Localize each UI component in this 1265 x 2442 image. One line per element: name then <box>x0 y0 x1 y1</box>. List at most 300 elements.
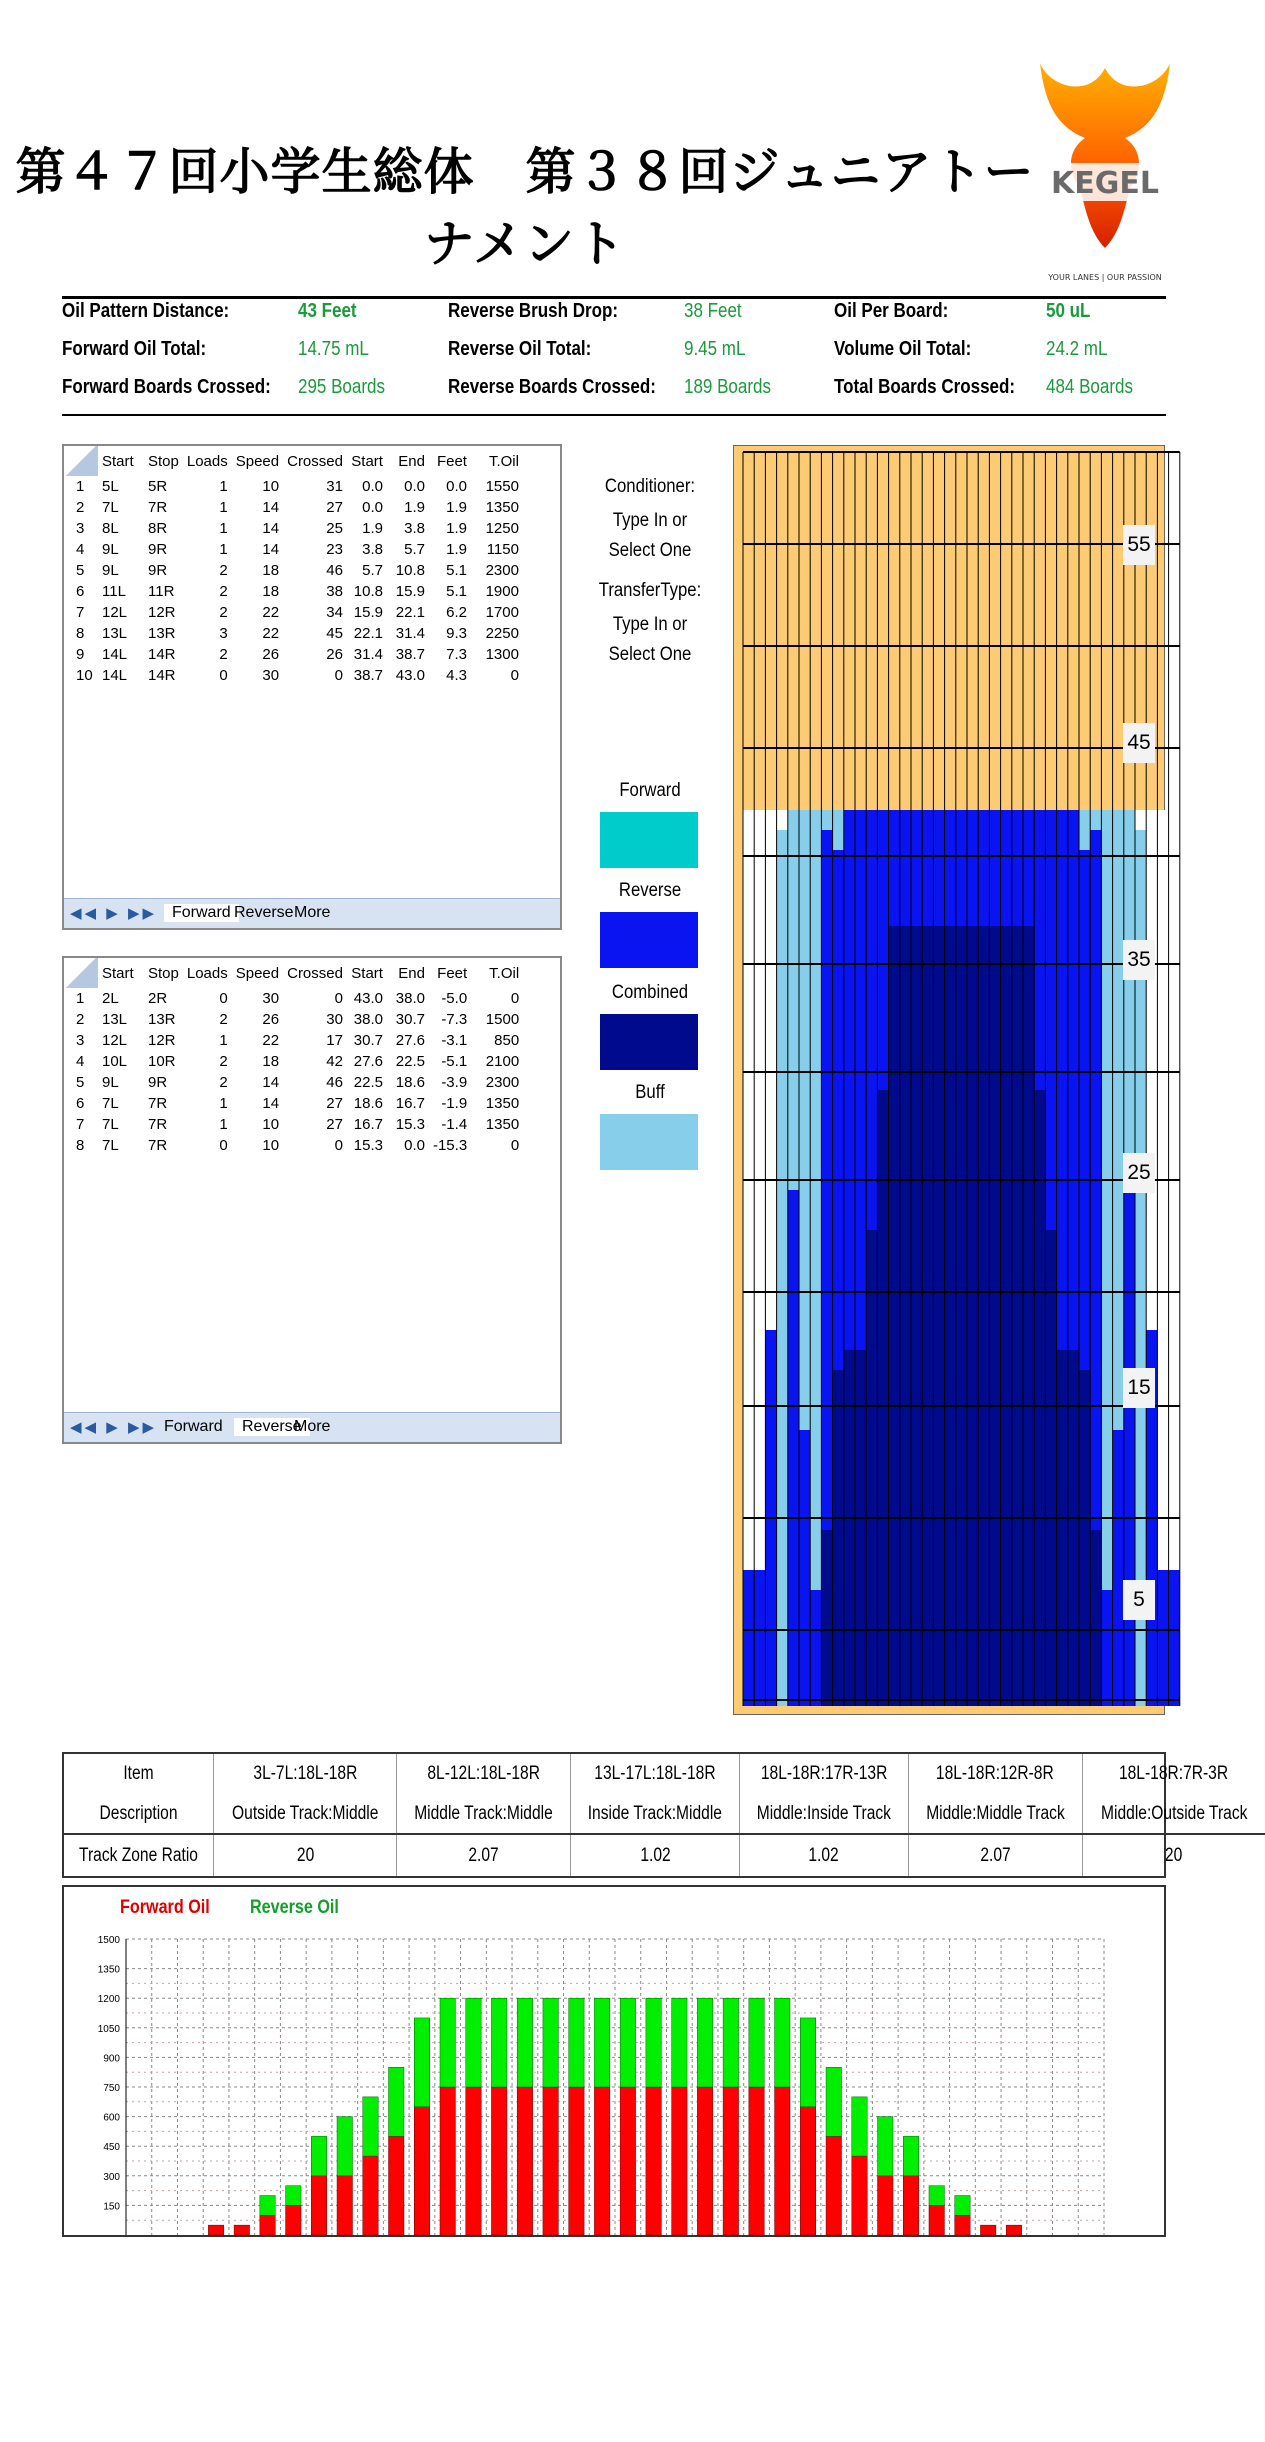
lane-oil-segment <box>900 810 911 926</box>
tab-reverse[interactable]: Reverse <box>234 904 294 921</box>
table-cell[interactable]: 2100 <box>485 1053 520 1070</box>
table-cell[interactable]: -3.1 <box>441 1032 468 1049</box>
lane-oil-segment <box>833 1370 844 1706</box>
forward-oil-bar <box>800 2107 815 2235</box>
lane-oil-segment <box>989 926 1000 1706</box>
table-cell[interactable]: 31.4 <box>353 646 383 663</box>
table-cell[interactable]: 0 <box>510 990 520 1007</box>
table-cell[interactable]: 46 <box>326 562 343 579</box>
forward-oil-bar <box>466 2087 481 2235</box>
table-cell[interactable]: 16.7 <box>395 1095 425 1112</box>
reverse-oil-bar <box>286 2186 301 2206</box>
table-row[interactable] <box>64 518 523 539</box>
table-cell[interactable]: 38.7 <box>353 667 383 684</box>
table-cell[interactable]: 1 <box>219 1095 228 1112</box>
chart-y-tick: 300 <box>103 2171 120 2183</box>
table-cell[interactable]: 27 <box>326 1116 343 1133</box>
sheet-tabs <box>64 1412 560 1442</box>
table-cell[interactable]: -1.4 <box>441 1116 468 1133</box>
table-cell[interactable]: 1.9 <box>446 520 467 537</box>
legend-buff-label: Buff <box>635 1082 665 1103</box>
table-cell[interactable]: 1.9 <box>446 541 467 558</box>
table-cell[interactable]: 18.6 <box>395 1074 425 1091</box>
table-cell[interactable]: 22.5 <box>353 1074 383 1091</box>
chart-y-tick: 1350 <box>97 1964 120 1976</box>
table-row[interactable] <box>64 1030 523 1051</box>
table-cell[interactable]: 26 <box>326 646 343 663</box>
table-cell[interactable]: 45 <box>326 625 343 642</box>
table-cell[interactable]: 1350 <box>485 1095 520 1112</box>
sheet-nav-icon[interactable]: ◀◀ ▶ ▶▶ <box>70 1419 158 1436</box>
lane-oil-segment <box>1124 1190 1135 1706</box>
table-cell[interactable]: 7R <box>148 499 168 516</box>
lane-oil-segment <box>978 926 989 1706</box>
table-cell[interactable]: 11R <box>148 583 175 600</box>
table-cell[interactable]: 5.7 <box>404 541 425 558</box>
table-cell[interactable]: 9R <box>148 562 168 579</box>
lane-oil-segment <box>967 926 978 1706</box>
table-cell[interactable]: 0 <box>510 1137 520 1154</box>
table-cell[interactable]: 2 <box>219 583 228 600</box>
column-header[interactable]: Feet <box>436 452 467 470</box>
table-cell[interactable]: 1 <box>219 1116 228 1133</box>
legend-reverse-label: Reverse <box>618 880 682 901</box>
info-label: Reverse Oil Total: <box>448 338 592 360</box>
zone-item: 18L-18R:7R-3R <box>1082 1754 1265 1794</box>
table-cell[interactable]: 22.1 <box>395 604 425 621</box>
column-header[interactable]: Start <box>102 452 134 470</box>
table-cell[interactable]: 27 <box>326 499 343 516</box>
reverse-oil-bar <box>311 2136 326 2175</box>
column-header[interactable]: Loads <box>186 964 228 982</box>
table-cell[interactable]: 12L <box>102 604 128 621</box>
table-cell[interactable]: 1150 <box>486 541 519 558</box>
table-cell[interactable]: 6.2 <box>446 604 467 621</box>
table-cell[interactable]: 3 <box>219 625 228 642</box>
table-cell[interactable]: 14 <box>262 499 280 516</box>
column-header[interactable]: Stop <box>148 452 179 470</box>
table-row[interactable] <box>64 539 523 560</box>
reverse-oil-bar <box>620 1998 635 2087</box>
table-cell[interactable]: 1550 <box>485 478 519 495</box>
table-cell[interactable]: 2 <box>219 646 228 663</box>
column-header[interactable]: Stop <box>148 964 179 982</box>
lane-oil-segment <box>1057 1350 1068 1706</box>
forward-oil-bar <box>234 2225 249 2235</box>
table-cell[interactable]: 22.5 <box>395 1053 425 1070</box>
chart-y-tick: 900 <box>103 2053 120 2065</box>
forward-oil-bar <box>208 2225 223 2235</box>
zone-ratio: 1.02 <box>740 1834 909 1876</box>
column-header[interactable]: Loads <box>186 452 228 470</box>
lane-distance-marker: 15 <box>1123 1368 1155 1408</box>
table-cell[interactable]: 38 <box>326 583 343 600</box>
table-cell[interactable]: -1.9 <box>441 1095 468 1112</box>
table-cell[interactable]: 30 <box>326 1011 343 1028</box>
reverse-oil-bar <box>440 1998 455 2087</box>
table-cell[interactable]: 7L <box>102 1137 119 1154</box>
table-cell[interactable]: -7.3 <box>441 1011 468 1028</box>
table-cell[interactable]: 7L <box>102 1116 119 1133</box>
table-row[interactable] <box>64 1135 523 1156</box>
table-cell[interactable]: 14 <box>262 1074 280 1091</box>
table-cell[interactable]: 10 <box>262 1116 280 1133</box>
table-cell[interactable]: 15.9 <box>395 583 425 600</box>
table-cell[interactable]: 38.7 <box>395 646 425 663</box>
table-cell[interactable]: 1 <box>219 520 228 537</box>
table-row[interactable] <box>64 1114 523 1135</box>
lane-oil-segment <box>743 1570 754 1706</box>
legend-combined-label: Combined <box>611 982 689 1003</box>
lane-oil-segment <box>945 810 956 926</box>
reverse-oil-bar <box>775 1998 790 2087</box>
table-cell[interactable]: 30.7 <box>395 1011 425 1028</box>
table-cell[interactable]: 0.0 <box>404 1137 425 1154</box>
table-cell[interactable]: 27 <box>326 1095 343 1112</box>
zone-item: 13L-17L:18L-18R <box>571 1754 740 1794</box>
lane-oil-segment <box>1090 810 1101 830</box>
column-header[interactable]: Start <box>351 452 383 470</box>
table-cell[interactable]: 7L <box>102 499 119 516</box>
table-cell[interactable]: 1900 <box>485 583 519 600</box>
column-header[interactable]: T.Oil <box>488 452 519 470</box>
table-cell[interactable]: 26 <box>262 646 280 663</box>
table-cell[interactable]: 13L <box>102 1011 128 1028</box>
table-cell[interactable]: 10L <box>102 1053 128 1070</box>
table-cell[interactable]: 7R <box>148 1137 168 1154</box>
table-cell[interactable]: 5.1 <box>446 583 467 600</box>
lane-oil-segment <box>1012 926 1023 1706</box>
column-header[interactable]: Start <box>102 964 134 982</box>
grid-corner[interactable] <box>64 446 98 476</box>
table-cell[interactable]: 9R <box>148 541 168 558</box>
kegel-logo <box>1030 58 1180 288</box>
table-cell[interactable]: 12R <box>148 604 176 621</box>
reverse-oil-bar <box>672 1998 687 2087</box>
table-row[interactable] <box>64 476 523 497</box>
table-cell[interactable]: 14R <box>148 646 176 663</box>
table-cell[interactable]: 2300 <box>485 562 519 579</box>
table-cell[interactable]: 4.3 <box>446 667 467 684</box>
lane-oil-segment <box>866 810 877 1230</box>
table-cell[interactable]: 13L <box>102 625 128 642</box>
table-cell[interactable]: 13R <box>148 625 176 642</box>
table-cell[interactable]: 2 <box>219 1053 228 1070</box>
forward-oil-bar <box>517 2087 532 2235</box>
table-cell[interactable]: 25 <box>326 520 343 537</box>
table-cell[interactable]: 0 <box>334 667 343 684</box>
table-row[interactable] <box>64 1009 523 1030</box>
table-cell[interactable]: 43.0 <box>395 667 425 684</box>
forward-oil-bar <box>491 2087 506 2235</box>
lane-oil-segment <box>1023 810 1034 926</box>
lane-oil-segment <box>956 810 967 926</box>
table-cell[interactable]: 38.0 <box>395 990 425 1007</box>
forward-oil-bar <box>363 2156 378 2235</box>
table-cell[interactable]: 12R <box>148 1032 176 1049</box>
table-cell[interactable]: 7.3 <box>446 646 467 663</box>
table-cell[interactable]: 14 <box>262 1095 280 1112</box>
table-cell[interactable]: 17 <box>326 1032 343 1049</box>
forward-oil-bar <box>826 2136 841 2235</box>
column-header[interactable]: Speed <box>235 452 280 470</box>
info-value: 43 Feet <box>298 300 357 322</box>
table-cell[interactable]: 2300 <box>485 1074 520 1091</box>
table-cell[interactable]: -3.9 <box>441 1074 468 1091</box>
table-row[interactable] <box>64 560 523 581</box>
table-cell[interactable]: 10.8 <box>395 562 425 579</box>
lane-oil-segment <box>900 926 911 1706</box>
page-title: 第４７回小学生総体 第３８回ジュニアトーナメント <box>15 143 1035 273</box>
table-cell[interactable]: 18 <box>262 1053 280 1070</box>
forward-oil-bar <box>749 2087 764 2235</box>
table-cell[interactable]: 2 <box>219 1011 228 1028</box>
column-header[interactable]: Start <box>351 964 383 982</box>
column-header[interactable]: Feet <box>437 964 468 982</box>
table-cell[interactable]: 1.9 <box>446 499 467 516</box>
zone-desc: Middle:Outside Track <box>1082 1794 1265 1834</box>
table-cell[interactable]: 2R <box>148 990 168 1007</box>
lane-oil-segment <box>754 1570 765 1706</box>
tab-forward[interactable]: Forward <box>164 1418 223 1435</box>
table-cell[interactable]: 1 <box>219 499 228 516</box>
table-cell[interactable]: 1250 <box>485 520 519 537</box>
table-cell[interactable]: 0 <box>219 1137 228 1154</box>
table-cell[interactable]: 2 <box>219 562 228 579</box>
column-header[interactable]: T.Oil <box>489 964 520 982</box>
forward-oil-bar <box>543 2087 558 2235</box>
table-row[interactable] <box>64 497 523 518</box>
table-row[interactable] <box>64 1072 523 1093</box>
lane-oil-segment <box>911 926 922 1706</box>
table-cell[interactable]: 5.1 <box>446 562 467 579</box>
lane-oil-segment <box>1090 1530 1101 1706</box>
table-cell[interactable]: 13R <box>148 1011 176 1028</box>
tab-reverse[interactable]: Reverse <box>234 1418 310 1436</box>
table-row[interactable] <box>64 581 523 602</box>
table-cell[interactable]: 5.7 <box>362 562 383 579</box>
zone-desc: Middle Track:Middle <box>397 1794 571 1834</box>
table-cell[interactable]: 8R <box>148 520 168 537</box>
lane-oil-segment <box>810 1590 821 1706</box>
table-cell[interactable]: 15.3 <box>395 1116 425 1133</box>
table-cell[interactable]: 7R <box>148 1095 168 1112</box>
table-cell[interactable]: 0 <box>219 990 228 1007</box>
table-cell[interactable]: 1.9 <box>362 520 383 537</box>
table-cell[interactable]: 2250 <box>485 625 519 642</box>
table-cell[interactable]: 2 <box>219 604 228 621</box>
tab-forward[interactable]: Forward <box>164 904 239 922</box>
table-cell[interactable]: 1.9 <box>404 499 425 516</box>
table-cell[interactable]: 9L <box>102 562 119 579</box>
logo-text: KEGEL <box>1051 166 1159 201</box>
reverse-oil-bar <box>517 1998 532 2087</box>
legend-forward-swatch <box>600 812 698 868</box>
row-number: 8 <box>76 625 85 642</box>
table-cell[interactable]: 46 <box>326 1074 343 1091</box>
chart-y-tick: 150 <box>103 2201 120 2213</box>
forward-oil-bar <box>620 2087 635 2235</box>
table-cell[interactable]: 14L <box>102 646 128 663</box>
row-number: 7 <box>76 604 85 621</box>
table-cell[interactable]: 18 <box>262 583 280 600</box>
table-cell[interactable]: 7R <box>148 1116 168 1133</box>
table-cell[interactable]: 0.0 <box>404 478 425 495</box>
lane-oil-segment <box>889 810 900 926</box>
table-row[interactable] <box>64 623 523 644</box>
table-cell[interactable]: 0.0 <box>446 478 467 495</box>
column-header[interactable]: Crossed <box>287 452 343 470</box>
lane-oil-segment <box>1045 810 1056 1230</box>
lane-oil-segment <box>1113 1430 1124 1706</box>
table-row[interactable] <box>64 1051 523 1072</box>
row-number: 5 <box>76 1074 85 1091</box>
table-cell[interactable]: 26 <box>262 1011 280 1028</box>
table-cell[interactable]: 10 <box>262 1137 280 1154</box>
table-row[interactable] <box>64 602 523 623</box>
table-cell[interactable]: 9R <box>148 1074 168 1091</box>
table-cell[interactable]: 18.6 <box>353 1095 383 1112</box>
table-cell[interactable]: 30.7 <box>353 1032 383 1049</box>
conditioner-select[interactable]: Type In or Select One <box>608 510 692 561</box>
table-cell[interactable]: 7L <box>102 1095 119 1112</box>
table-cell[interactable]: 18 <box>262 562 280 579</box>
table-cell[interactable]: 10.8 <box>353 583 383 600</box>
table-cell[interactable]: 850 <box>494 1032 520 1049</box>
tab-more[interactable]: More <box>294 1418 331 1435</box>
table-cell[interactable]: 1350 <box>485 1116 520 1133</box>
table-cell[interactable]: 0.0 <box>362 499 383 516</box>
table-cell[interactable]: 16.7 <box>353 1116 383 1133</box>
row-number: 4 <box>76 1053 85 1070</box>
legend-forward-label: Forward <box>619 780 681 801</box>
column-header[interactable]: End <box>398 964 425 982</box>
table-cell[interactable]: 15.9 <box>353 604 383 621</box>
table-cell[interactable]: 30 <box>262 990 280 1007</box>
reverse-oil-bar <box>723 1998 738 2087</box>
table-cell[interactable]: 1 <box>219 478 228 495</box>
table-cell[interactable]: 23 <box>326 541 343 558</box>
table-cell[interactable]: 31 <box>326 478 343 495</box>
table-cell[interactable]: 3.8 <box>404 520 425 537</box>
table-cell[interactable]: 1700 <box>485 604 519 621</box>
table-cell[interactable]: 2L <box>102 990 119 1007</box>
table-cell[interactable]: 12L <box>102 1032 128 1049</box>
table-cell[interactable]: 22 <box>262 625 280 642</box>
table-cell[interactable]: 22 <box>262 1032 280 1049</box>
table-cell[interactable]: 1500 <box>485 1011 520 1028</box>
tab-more[interactable]: More <box>294 904 331 921</box>
table-cell[interactable]: 14 <box>262 541 280 558</box>
sheet-nav-icon[interactable]: ◀◀ ▶ ▶▶ <box>70 905 158 922</box>
table-cell[interactable]: 22 <box>262 604 280 621</box>
table-cell[interactable]: -15.3 <box>432 1137 468 1154</box>
zone-ratio: 2.07 <box>908 1834 1082 1876</box>
table-cell[interactable]: 9L <box>102 1074 119 1091</box>
lane-distance-marker: 45 <box>1123 723 1155 763</box>
info-value: 50 uL <box>1046 300 1091 322</box>
forward-oil-bar <box>337 2176 352 2235</box>
table-cell[interactable]: 0 <box>334 1137 343 1154</box>
lane-oil-segment <box>1124 810 1135 1190</box>
table-cell[interactable]: 1300 <box>485 646 519 663</box>
table-cell[interactable]: 30 <box>262 667 280 684</box>
lane-oil-segment <box>877 1090 888 1706</box>
forward-oil-bar <box>878 2176 893 2235</box>
table-cell[interactable]: 14L <box>102 667 128 684</box>
info-label: Forward Boards Crossed: <box>62 376 271 398</box>
table-row[interactable] <box>64 988 523 1009</box>
table-cell[interactable]: 5L <box>102 478 119 495</box>
table-cell[interactable]: 9.3 <box>446 625 467 642</box>
lane-oil-segment <box>1157 1570 1168 1706</box>
table-row[interactable] <box>64 665 523 686</box>
table-cell[interactable]: 14 <box>262 520 280 537</box>
info-label: Volume Oil Total: <box>834 338 972 360</box>
column-header[interactable]: Speed <box>235 964 280 982</box>
row-number: 10 <box>76 667 93 684</box>
table-row[interactable] <box>64 1093 523 1114</box>
table-cell[interactable]: 34 <box>326 604 343 621</box>
table-cell[interactable]: 9L <box>102 541 119 558</box>
table-cell[interactable]: 0.0 <box>362 478 383 495</box>
table-cell[interactable]: 15.3 <box>353 1137 383 1154</box>
table-cell[interactable]: 0 <box>219 667 228 684</box>
table-cell[interactable]: 0 <box>334 990 343 1007</box>
table-cell[interactable]: -5.0 <box>441 990 468 1007</box>
table-cell[interactable]: 1350 <box>485 499 519 516</box>
table-cell[interactable]: 38.0 <box>353 1011 383 1028</box>
table-cell[interactable]: 10 <box>262 478 280 495</box>
table-cell[interactable]: 8L <box>102 520 119 537</box>
table-cell[interactable]: 27.6 <box>395 1032 425 1049</box>
column-header[interactable]: Crossed <box>287 964 343 982</box>
forward-oil-bar <box>672 2087 687 2235</box>
table-cell[interactable]: 5R <box>148 478 168 495</box>
table-cell[interactable]: 1 <box>219 1032 228 1049</box>
table-cell[interactable]: 1 <box>219 541 228 558</box>
table-cell[interactable]: 11L <box>102 583 126 600</box>
table-cell[interactable]: 42 <box>326 1053 343 1070</box>
lane-oil-segment <box>922 926 933 1706</box>
table-cell[interactable]: 43.0 <box>353 990 383 1007</box>
row-number: 2 <box>76 499 85 516</box>
table-cell[interactable]: 0 <box>510 667 519 684</box>
row-number: 1 <box>76 990 85 1007</box>
grid-corner[interactable] <box>64 958 98 988</box>
lane-oil-segment <box>1045 1230 1056 1706</box>
table-cell[interactable]: 2 <box>219 1074 228 1091</box>
row-number: 6 <box>76 1095 85 1112</box>
reverse-oil-bar <box>826 2067 841 2136</box>
lane-oil-segment <box>1101 1590 1112 1706</box>
table-cell[interactable]: 22.1 <box>353 625 383 642</box>
table-cell[interactable]: 3.8 <box>362 541 383 558</box>
table-cell[interactable]: 31.4 <box>395 625 425 642</box>
reverse-table[interactable] <box>62 956 562 1444</box>
zone-item: 3L-7L:18L-18R <box>214 1754 397 1794</box>
info-value: 9.45 mL <box>684 338 746 360</box>
table-row[interactable] <box>64 644 523 665</box>
info-value: 24.2 mL <box>1046 338 1108 360</box>
table-cell[interactable]: 14R <box>148 667 176 684</box>
table-cell[interactable]: 27.6 <box>353 1053 383 1070</box>
table-cell[interactable]: -5.1 <box>441 1053 468 1070</box>
forward-table[interactable] <box>62 444 562 930</box>
column-header[interactable]: End <box>398 452 425 470</box>
table-cell[interactable]: 10R <box>148 1053 176 1070</box>
transfer-select[interactable]: Type In or Select One <box>608 614 692 665</box>
